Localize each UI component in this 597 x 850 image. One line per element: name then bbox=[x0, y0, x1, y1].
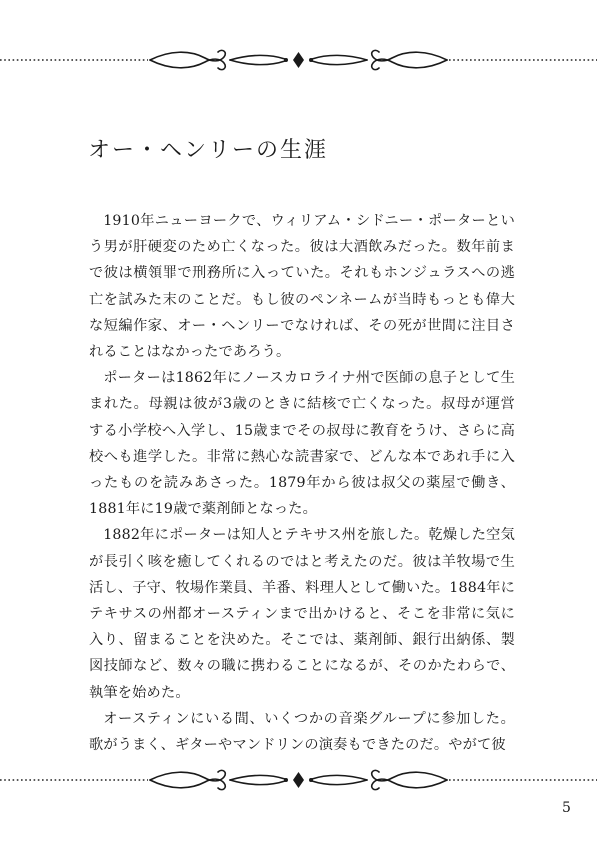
footer-ornament bbox=[0, 760, 597, 800]
paragraph-3: 1882年にポーターは知人とテキサス州を旅した。乾燥した空気が長引く咳を癒してくれるのではと考えたのだ。彼は羊牧場で生活し、子守、牧場作業員、羊番、料理人として働いた。1884年にテキサスの州都オースティンまで出かけると、そこを非常に気に入り、留まることを決めた。そこでは、薬剤師、銀行出納係、製図技師など、数々の職に携わることになるが、そのかたわらで、執筆を始めた。 bbox=[89, 527, 515, 701]
header-ornament bbox=[0, 40, 597, 80]
body-text bbox=[89, 208, 515, 758]
paragraph-4: オースティンにいる間、いくつかの音楽グループに参加した。歌がうまく、ギターやマンドリンの演奏もできたのだ。やがて彼 bbox=[89, 710, 515, 754]
page-title: オー・ヘンリーの生涯 bbox=[88, 138, 329, 163]
paragraph-2: ポーターは1862年にノースカロライナ州で医師の息子として生まれた。母親は彼が3歳のときに結核で亡くなった。叔母が運営する小学校へ入学し、15歳までその叔母に教育をうけ、さらに高校へも進学した。非常に熱心な読書家で、どんな本であれ手に入ったものを読みあさった。1879年から彼は叔父の薬屋で働き、1881年に19歳で薬剤師となった。 bbox=[89, 370, 515, 518]
page-number: 5 bbox=[562, 800, 571, 816]
paragraph-1: 1910年ニューヨークで、ウィリアム・シドニー・ポーターという男が肝硬変のため亡くなった。彼は大酒飲みだった。数年前まで彼は横領罪で刑務所に入っていた。それもホンジュラスへの逃亡を試みた末のことだ。もし彼のペンネームが当時もっとも偉大な短編作家、オー・ヘンリーでなければ、その死が世間に注目されることはなかったであろう。 bbox=[89, 213, 515, 361]
